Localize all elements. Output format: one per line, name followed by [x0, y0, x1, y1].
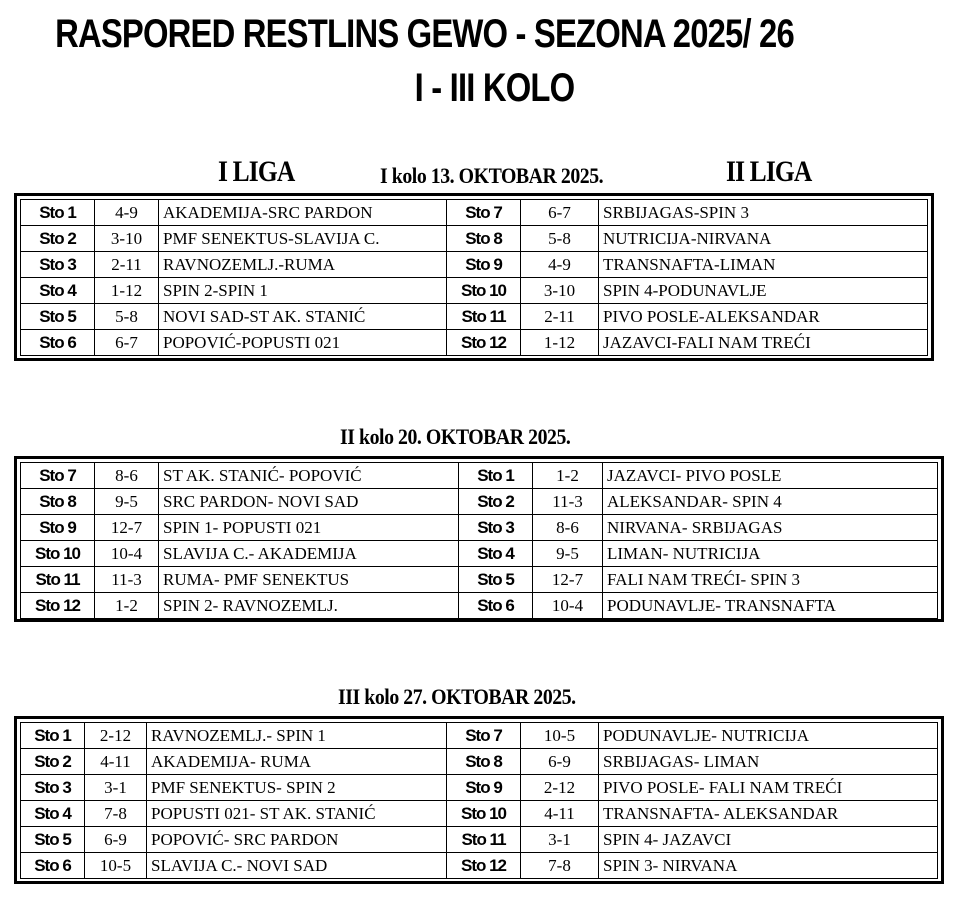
match-teams: JAZAVCI-FALI NAM TREĆI — [599, 330, 928, 356]
match-teams: AKADEMIJA-SRC PARDON — [159, 200, 447, 226]
pairing-numbers: 10-4 — [533, 593, 603, 619]
page-subtitle: I - III KOLO — [414, 66, 575, 110]
pairing-numbers: 3-1 — [521, 827, 599, 853]
table-row — [21, 330, 928, 356]
match-teams: AKADEMIJA- RUMA — [147, 749, 447, 775]
pairing-numbers: 6-9 — [85, 827, 147, 853]
round-1-heading: I kolo 13. OKTOBAR 2025. — [380, 163, 604, 188]
table-label: Sto 6 — [459, 593, 533, 619]
pairing-numbers: 3-1 — [85, 775, 147, 801]
table-label: Sto 11 — [447, 304, 521, 330]
pairing-numbers: 2-11 — [521, 304, 599, 330]
match-teams: SRC PARDON- NOVI SAD — [159, 489, 459, 515]
pairing-numbers: 10-5 — [85, 853, 147, 879]
table-row — [21, 541, 938, 567]
pairing-numbers: 3-10 — [95, 226, 159, 252]
table-label: Sto 1 — [21, 723, 85, 749]
table-row — [21, 593, 938, 619]
round-1-table-box — [14, 193, 934, 361]
liga-2-heading: II LIGA — [726, 155, 812, 188]
match-teams: PIVO POSLE- FALI NAM TREĆI — [599, 775, 938, 801]
table-label: Sto 7 — [447, 723, 521, 749]
table-row — [21, 278, 928, 304]
round-2-table-box — [14, 456, 944, 622]
match-teams: SPIN 2-SPIN 1 — [159, 278, 447, 304]
table-label: Sto 7 — [447, 200, 521, 226]
match-teams: JAZAVCI- PIVO POSLE — [603, 463, 938, 489]
match-teams: SPIN 4- JAZAVCI — [599, 827, 938, 853]
liga-1-heading: I LIGA — [218, 155, 295, 188]
pairing-numbers: 1-12 — [521, 330, 599, 356]
match-teams: ST AK. STANIĆ- POPOVIĆ — [159, 463, 459, 489]
match-teams: TRANSNAFTA- ALEKSANDAR — [599, 801, 938, 827]
table-label: Sto 8 — [447, 226, 521, 252]
match-teams: SRBIJAGAS- LIMAN — [599, 749, 938, 775]
round-3-table — [20, 722, 938, 879]
table-label: Sto 3 — [459, 515, 533, 541]
table-row — [21, 489, 938, 515]
match-teams: LIMAN- NUTRICIJA — [603, 541, 938, 567]
match-teams: FALI NAM TREĆI- SPIN 3 — [603, 567, 938, 593]
page-title: RASPORED RESTLINS GEWO - SEZONA 2025/ 26 — [55, 12, 794, 56]
pairing-numbers: 2-12 — [85, 723, 147, 749]
table-label: Sto 12 — [447, 853, 521, 879]
table-label: Sto 12 — [21, 593, 95, 619]
pairing-numbers: 7-8 — [521, 853, 599, 879]
table-row — [21, 775, 938, 801]
pairing-numbers: 2-11 — [95, 252, 159, 278]
table-label: Sto 4 — [21, 801, 85, 827]
table-row — [21, 463, 938, 489]
round-3-heading: III kolo 27. OKTOBAR 2025. — [338, 684, 576, 709]
match-teams: RAVNOZEMLJ.-RUMA — [159, 252, 447, 278]
table-label: Sto 9 — [447, 252, 521, 278]
table-label: Sto 11 — [447, 827, 521, 853]
table-label: Sto 6 — [21, 853, 85, 879]
pairing-numbers: 4-11 — [85, 749, 147, 775]
round-1-table — [20, 199, 928, 356]
match-teams: SPIN 4-PODUNAVLJE — [599, 278, 928, 304]
table-label: Sto 10 — [447, 278, 521, 304]
match-teams: NUTRICIJA-NIRVANA — [599, 226, 928, 252]
match-teams: PODUNAVLJE- TRANSNAFTA — [603, 593, 938, 619]
match-teams: SPIN 1- POPUSTI 021 — [159, 515, 459, 541]
table-row — [21, 827, 938, 853]
match-teams: ALEKSANDAR- SPIN 4 — [603, 489, 938, 515]
pairing-numbers: 12-7 — [533, 567, 603, 593]
table-label: Sto 8 — [447, 749, 521, 775]
table-label: Sto 4 — [459, 541, 533, 567]
table-label: Sto 3 — [21, 252, 95, 278]
pairing-numbers: 5-8 — [95, 304, 159, 330]
pairing-numbers: 9-5 — [533, 541, 603, 567]
table-label: Sto 10 — [21, 541, 95, 567]
match-teams: SLAVIJA C.- AKADEMIJA — [159, 541, 459, 567]
pairing-numbers: 2-12 — [521, 775, 599, 801]
table-row — [21, 749, 938, 775]
table-label: Sto 6 — [21, 330, 95, 356]
match-teams: SLAVIJA C.- NOVI SAD — [147, 853, 447, 879]
match-teams: RUMA- PMF SENEKTUS — [159, 567, 459, 593]
pairing-numbers: 6-9 — [521, 749, 599, 775]
match-teams: PODUNAVLJE- NUTRICIJA — [599, 723, 938, 749]
table-label: Sto 7 — [21, 463, 95, 489]
match-teams: PMF SENEKTUS- SPIN 2 — [147, 775, 447, 801]
pairing-numbers: 1-12 — [95, 278, 159, 304]
table-row — [21, 567, 938, 593]
table-label: Sto 2 — [21, 749, 85, 775]
pairing-numbers: 7-8 — [85, 801, 147, 827]
table-label: Sto 5 — [21, 827, 85, 853]
match-teams: POPOVIĆ-POPUSTI 021 — [159, 330, 447, 356]
pairing-numbers: 12-7 — [95, 515, 159, 541]
pairing-numbers: 3-10 — [521, 278, 599, 304]
match-teams: POPUSTI 021- ST AK. STANIĆ — [147, 801, 447, 827]
table-row — [21, 304, 928, 330]
match-teams: SPIN 3- NIRVANA — [599, 853, 938, 879]
table-row — [21, 226, 928, 252]
round-3-table-box — [14, 716, 944, 884]
table-label: Sto 11 — [21, 567, 95, 593]
match-teams: NIRVANA- SRBIJAGAS — [603, 515, 938, 541]
match-teams: PMF SENEKTUS-SLAVIJA C. — [159, 226, 447, 252]
pairing-numbers: 8-6 — [95, 463, 159, 489]
pairing-numbers: 4-9 — [521, 252, 599, 278]
table-label: Sto 10 — [447, 801, 521, 827]
match-teams: POPOVIĆ- SRC PARDON — [147, 827, 447, 853]
pairing-numbers: 6-7 — [521, 200, 599, 226]
match-teams: PIVO POSLE-ALEKSANDAR — [599, 304, 928, 330]
pairing-numbers: 10-4 — [95, 541, 159, 567]
pairing-numbers: 1-2 — [533, 463, 603, 489]
round-2-heading: II kolo 20. OKTOBAR 2025. — [340, 424, 571, 449]
pairing-numbers: 11-3 — [95, 567, 159, 593]
table-label: Sto 2 — [21, 226, 95, 252]
table-row — [21, 853, 938, 879]
match-teams: NOVI SAD-ST AK. STANIĆ — [159, 304, 447, 330]
match-teams: SRBIJAGAS-SPIN 3 — [599, 200, 928, 226]
pairing-numbers: 4-11 — [521, 801, 599, 827]
table-row — [21, 801, 938, 827]
table-label: Sto 9 — [21, 515, 95, 541]
table-label: Sto 1 — [459, 463, 533, 489]
table-row — [21, 252, 928, 278]
pairing-numbers: 10-5 — [521, 723, 599, 749]
pairing-numbers: 8-6 — [533, 515, 603, 541]
pairing-numbers: 5-8 — [521, 226, 599, 252]
pairing-numbers: 6-7 — [95, 330, 159, 356]
table-label: Sto 8 — [21, 489, 95, 515]
table-label: Sto 3 — [21, 775, 85, 801]
match-teams: RAVNOZEMLJ.- SPIN 1 — [147, 723, 447, 749]
table-row — [21, 200, 928, 226]
match-teams: TRANSNAFTA-LIMAN — [599, 252, 928, 278]
table-label: Sto 1 — [21, 200, 95, 226]
round-2-table — [20, 462, 938, 619]
table-label: Sto 12 — [447, 330, 521, 356]
pairing-numbers: 11-3 — [533, 489, 603, 515]
table-label: Sto 5 — [459, 567, 533, 593]
pairing-numbers: 4-9 — [95, 200, 159, 226]
table-row — [21, 515, 938, 541]
table-label: Sto 5 — [21, 304, 95, 330]
table-label: Sto 9 — [447, 775, 521, 801]
pairing-numbers: 9-5 — [95, 489, 159, 515]
match-teams: SPIN 2- RAVNOZEMLJ. — [159, 593, 459, 619]
table-label: Sto 4 — [21, 278, 95, 304]
table-label: Sto 2 — [459, 489, 533, 515]
pairing-numbers: 1-2 — [95, 593, 159, 619]
table-row — [21, 723, 938, 749]
